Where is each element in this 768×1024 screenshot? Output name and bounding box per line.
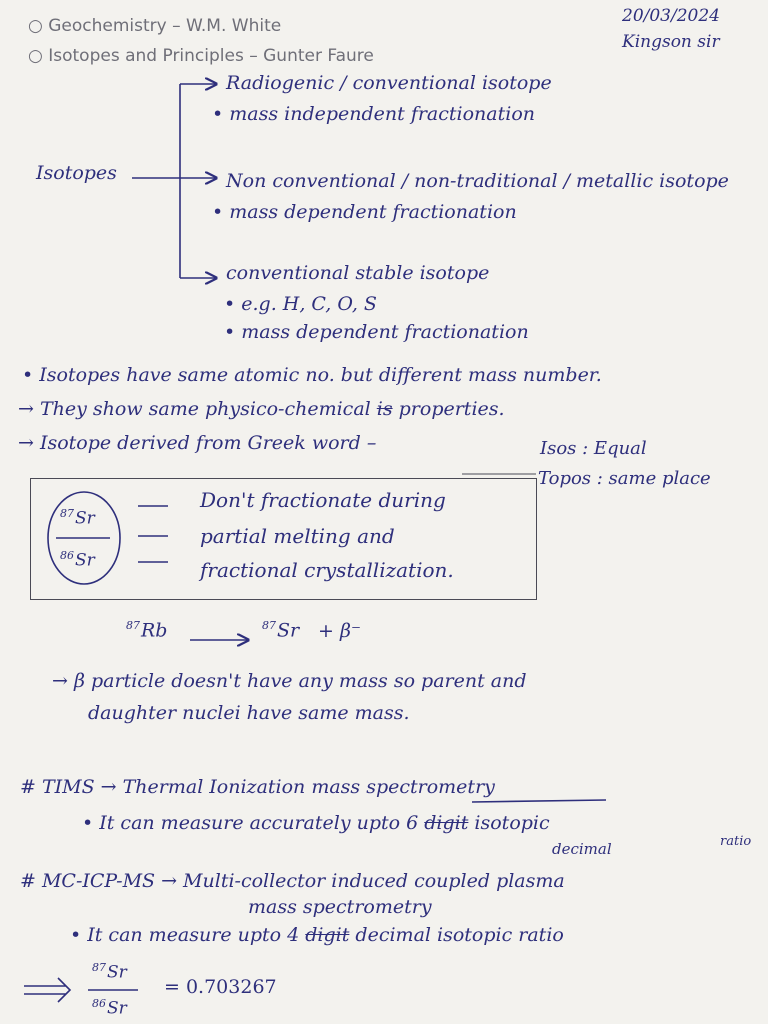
sr87-product-symbol: Sr — [277, 619, 300, 642]
tims-point-end: isotopic — [468, 812, 550, 834]
note-line-2-end: properties. — [392, 398, 505, 420]
decay-note-1-text: β particle doesn't have any mass so parent and — [73, 670, 527, 692]
struck-word: is — [376, 398, 393, 420]
decay-note-1: → β particle doesn't have any mass so parent and — [52, 670, 527, 692]
bullet: ○ — [28, 46, 49, 66]
rb87-mass: 87 — [126, 619, 140, 632]
tims-point: • It can measure accurately upto 6 digit isotopic — [82, 812, 550, 834]
branch-3-title: conventional stable isotope — [226, 262, 490, 284]
note-line-3-text: Isotope derived from Greek word – — [39, 432, 377, 454]
isos-meaning: Isos : Equal — [540, 438, 647, 459]
rb87 — [126, 620, 167, 640]
sr86-denominator — [60, 550, 95, 570]
mc-icp-ms-point: • It can measure upto 4 digit decimal isotopic ratio — [70, 924, 564, 946]
branch-3-point-1: • e.g. H, C, O, S — [224, 293, 377, 315]
branch-3-point-1-text: e.g. H, C, O, S — [241, 293, 377, 315]
sr-box-line-3: fractional crystallization. — [200, 558, 454, 582]
ratio-numerator — [92, 962, 127, 982]
rb87-symbol: Rb — [141, 619, 168, 642]
topos-meaning: Topos : same place — [538, 468, 711, 489]
reference-1-text: Geochemistry – W.M. White — [48, 16, 282, 36]
tims-decimal-insert: decimal — [552, 840, 612, 858]
date: 20/03/2024 — [622, 6, 720, 26]
tims-struck-word: digit — [424, 812, 469, 834]
sr87-symbol: Sr — [75, 508, 95, 529]
ratio-den-symbol: Sr — [107, 998, 127, 1019]
branch-1-title: Radiogenic / conventional isotope — [226, 72, 552, 94]
mc-icp-ms-struck-word: digit — [305, 924, 350, 946]
reference-2-text: Isotopes and Principles – Gunter Faure — [48, 46, 374, 66]
tims-title: # TIMS → Thermal Ionization mass spectrometry — [20, 776, 495, 798]
tims-point-text: It can measure accurately upto 6 — [99, 812, 425, 834]
ratio-num-symbol: Sr — [107, 962, 127, 983]
note-line-3: → Isotope derived from Greek word – — [18, 432, 377, 454]
ratio-den-mass: 86 — [92, 997, 106, 1010]
ratio-denominator — [92, 998, 127, 1018]
ratio-num-mass: 87 — [92, 961, 106, 974]
beta-particle: + β⁻ — [318, 620, 361, 642]
mc-icp-ms-title-2: mass spectrometry — [248, 896, 432, 918]
reference-2 — [28, 48, 374, 65]
reference-1 — [28, 18, 281, 35]
isotopes-root: Isotopes — [36, 162, 117, 184]
sr87-product — [262, 620, 299, 640]
branch-2-point-text: mass dependent fractionation — [229, 201, 517, 223]
branch-1-point: • mass independent fractionation — [212, 103, 536, 125]
implies-arrow — [24, 978, 70, 1002]
note-line-1: • Isotopes have same atomic no. but different mass number. — [22, 364, 602, 386]
branch-2-title: Non conventional / non-traditional / metallic isotope — [226, 170, 729, 192]
note-line-2: → They show same physico-chemical is properties. — [18, 398, 505, 420]
bullet: ○ — [28, 16, 49, 36]
sr-box-line-2: partial melting and — [200, 524, 395, 548]
sr87-product-mass: 87 — [262, 619, 276, 632]
sr87-numerator — [60, 508, 95, 528]
ratio-value: = 0.703267 — [164, 976, 277, 998]
branch-1-point-text: mass independent fractionation — [229, 103, 536, 125]
note-line-1-text: Isotopes have same atomic no. but different mass number. — [39, 364, 602, 386]
sr86-symbol: Sr — [75, 550, 95, 571]
teacher-name: Kingson sir — [622, 32, 720, 52]
mc-icp-ms-point-end: decimal isotopic ratio — [349, 924, 564, 946]
branch-2-point: • mass dependent fractionation — [212, 201, 517, 223]
mc-icp-ms-title: # MC-ICP-MS → Multi-collector induced coupled plasma — [20, 870, 565, 892]
sr86-mass: 86 — [60, 549, 74, 562]
tims-underline — [472, 800, 606, 802]
branch-3-point-2: • mass dependent fractionation — [224, 321, 529, 343]
branch-3-point-2-text: mass dependent fractionation — [241, 321, 529, 343]
note-line-2-text: They show same physico-chemical — [39, 398, 377, 420]
mc-icp-ms-point-text: It can measure upto 4 — [87, 924, 306, 946]
decay-note-2: daughter nuclei have same mass. — [88, 702, 410, 724]
sr-box-line-1: Don't fractionate during — [200, 488, 446, 512]
sr87-mass: 87 — [60, 507, 74, 520]
tims-ratio: ratio — [720, 834, 752, 849]
